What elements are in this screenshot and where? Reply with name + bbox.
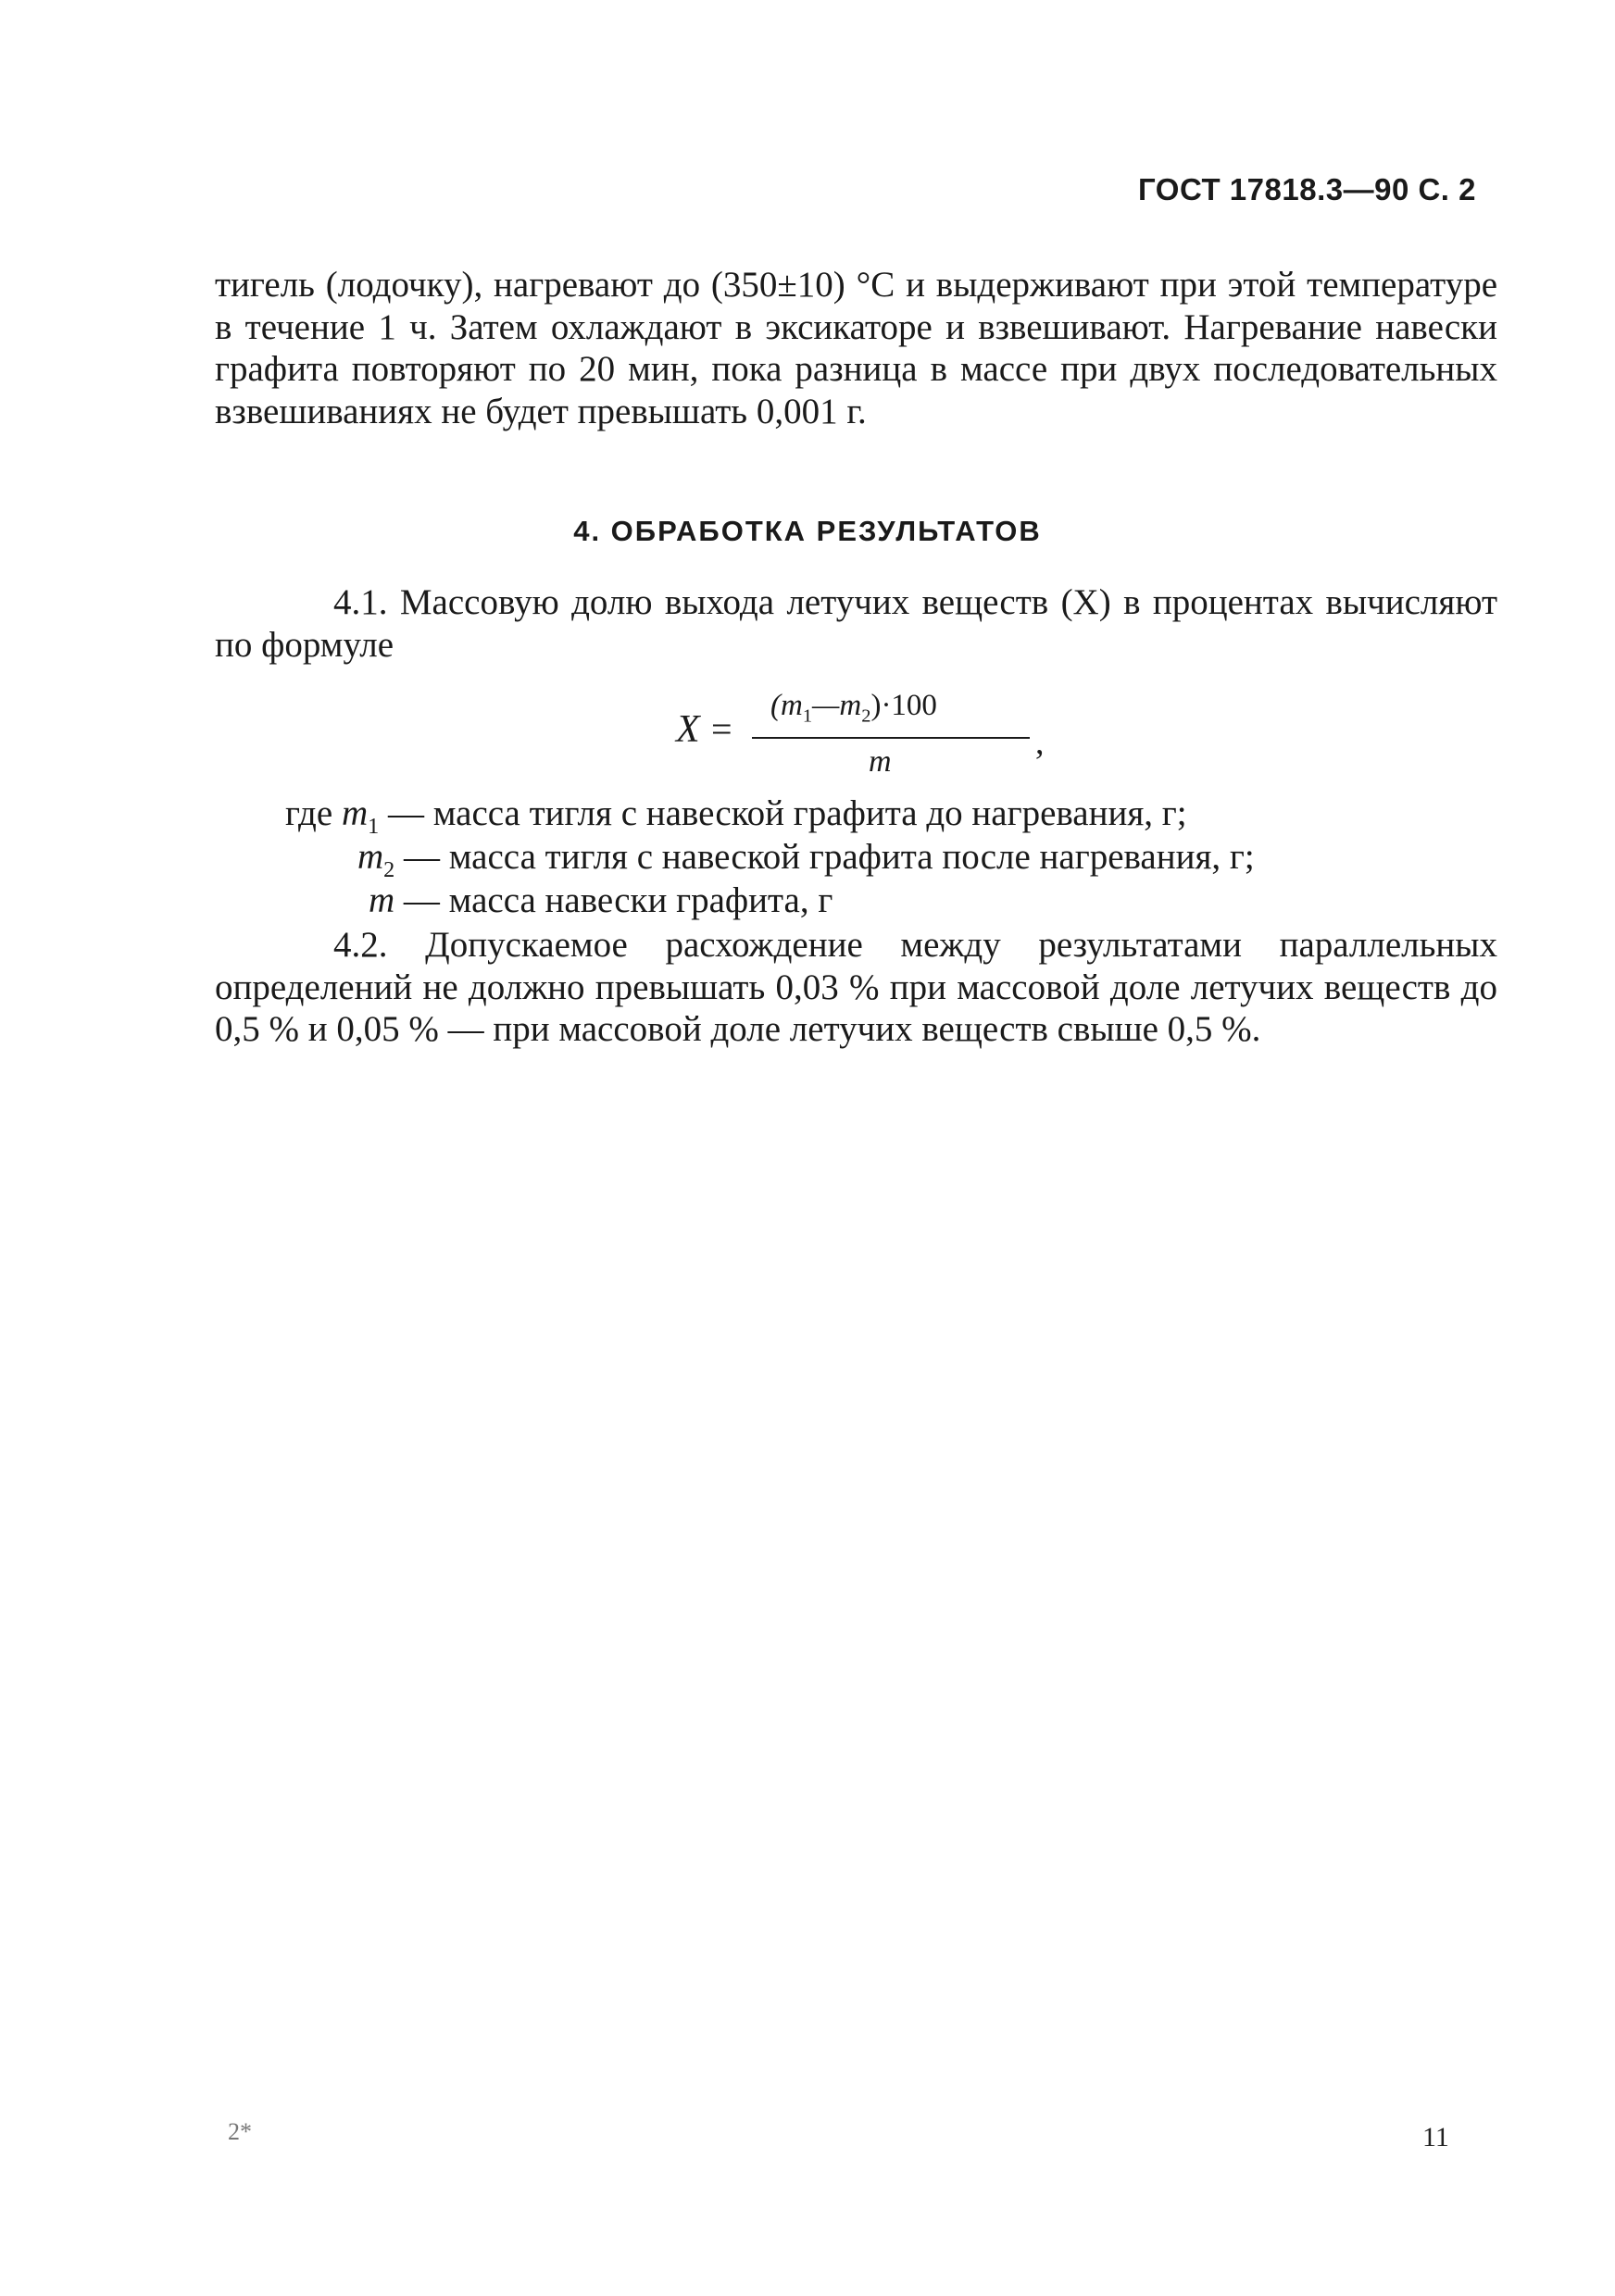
formula-denominator: m [869,744,892,779]
footer-mark: 2* [228,2118,252,2145]
where-line-m2: $m_2$ — масса тигля с навеской графита после нагревания, г; [357,837,1255,882]
page-number: 11 [1422,2122,1449,2152]
where-line-m: m — масса навески графита, г [369,880,833,920]
formula-lhs: X [676,708,700,751]
formula [676,685,1065,778]
clause-4-1: 4.1. Массовую долю выхода летучих веществ (X) в процентах вычисляют по формуле [215,582,1497,665]
formula-numerator: $(m_1—m_2)\cdot 100$ [770,689,937,727]
section-title: 4. ОБРАБОТКА РЕЗУЛЬТАТОВ [573,515,1042,547]
document-header: ГОСТ 17818.3—90 С. 2 [1138,172,1476,206]
intro-paragraph: тигель (лодочку), нагревают до (350±10) °С и выдерживают при этой температуре в течение 1 ч. Затем охлаждают в эксикаторе и взвешивают. Нагревание навески графита повторяют по 20 мин, пока разница в массе при двух последовательных взвешиваниях не будет превышать 0,001 г. [215,265,1497,431]
fraction-line [752,737,1030,739]
formula-equals: = [711,708,732,750]
where-line-m1: где $m_1$ — масса тигля с навеской графита до нагревания, г; [285,793,1187,839]
formula-comma: , [1035,723,1045,762]
where-prefix: где [285,793,333,833]
clause-4-2: 4.2. Допускаемое расхождение между результатами параллельных определений не должно превышать 0,03 % при массовой доле летучих веществ до 0,5 % и 0,05 % — при массовой доле летучих веществ свыше 0,5 %. [215,925,1497,1049]
